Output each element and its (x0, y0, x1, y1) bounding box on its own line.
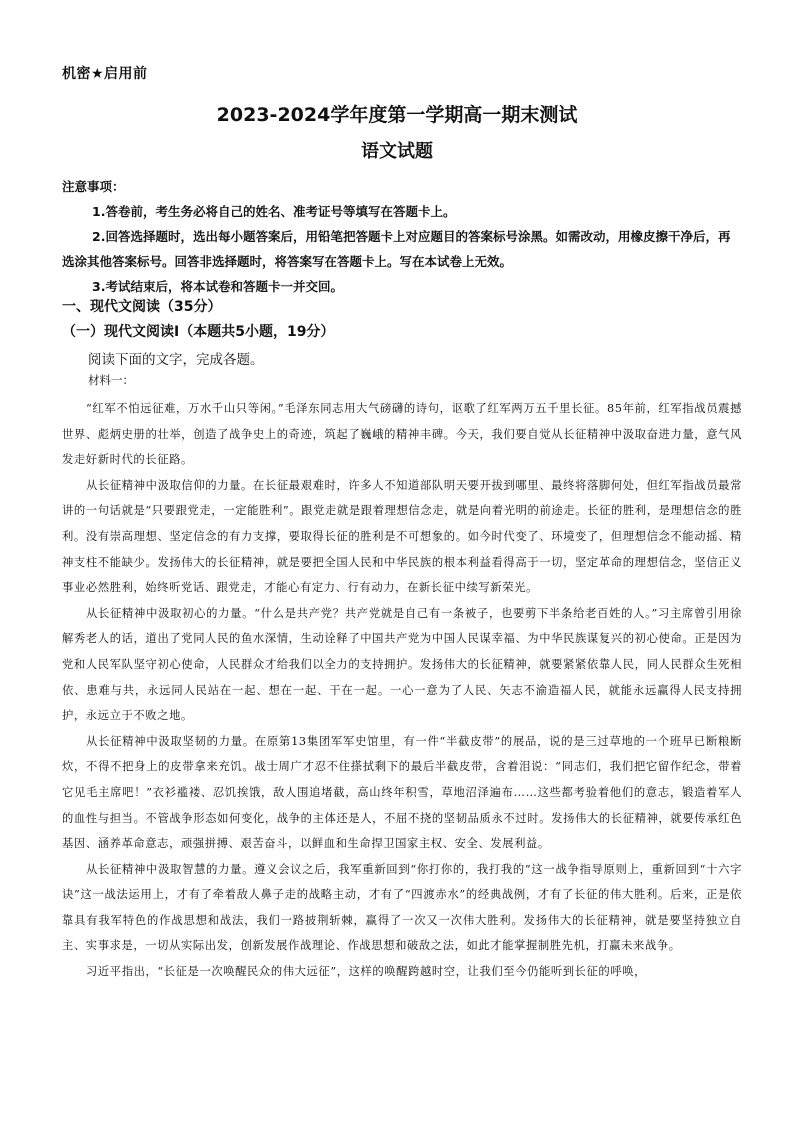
section-heading: 一、现代文阅读（35分） (62, 299, 222, 315)
passage-paragraph: “红军不怕远征难，万水千山只等闲。”毛泽东同志用大气磅礴的诗句，讴歌了红军两万五千里长征。85年前，红军指战员震撼世界、彪炳史册的壮举，创造了战争史上的奇迹，筑起了巍峨的精神丰碑。今天，我们要自觉从长征精神中汲取奋进力量，意气风发走好新时代的长征路。 (62, 402, 742, 467)
passage-paragraph: 习近平指出，“长征是一次唤醒民众的伟大远征”，这样的唤醒跨越时空，让我们至今仍能听到长征的呼唤， (86, 965, 647, 979)
passage-paragraph: 从长征精神中汲取信仰的力量。在长征最艰难时，许多人不知道部队明天要开拔到哪里、最终将落脚何处，但红军指战员最常讲的一句话就是“只要跟党走，一定能胜利”。跟党走就是跟着理想信念走，就是向着光明的前途走。长征的胜利，是理想信念的胜利。没有崇高理想、坚定信念的有力支撑，要取得长征的胜利是不可想象的。如今时代变了、环境变了，但理想信念不能动摇、精神支柱不能缺少。发扬伟大的长征精神，就是要把全国人民和中华民族的根本利益看得高于一切，坚定革命的理想信念，坚信正义事业必然胜利，始终听党话、跟党走，才能心有定力、行有动力，在新长征中续写新荣光。 (62, 478, 742, 595)
subsection-heading: （一）现代文阅读Ⅰ（本题共5小题，19分） (62, 324, 335, 340)
passage-paragraph: 从长征精神中汲取坚韧的力量。在原第13集团军军史馆里，有一件“半截皮带”的展品，说的是三过草地的一个班早已断粮断炊，不得不把身上的皮带拿来充饥。战士周广才忍不住搽拭剩下的最后半截皮带，含着泪说：“同志们，我们把它留作纪念，带着它见毛主席吧！”衣衫褴褛、忍饥挨饿，敌人围追堵截，高山终年积雪，草地沼泽遍布……这些都考验着他们的意志，锻造着军人的血性与担当。不管战争形态如何变化，战争的主体还是人，不屈不挠的坚韧品质永不过时。发扬伟大的长征精神，就要传承红色基因、涵养革命意志，顽强拼搏、艰苦奋斗，以鲜血和生命捍卫国家主权、安全、发展利益。 (62, 734, 742, 851)
passage-paragraph: 从长征精神中汲取智慧的力量。遵义会议之后，我军重新回到“你打你的，我打我的”这一战争指导原则上，重新回到“十六字诀”这一战法运用上，才有了牵着敌人鼻子走的战略主动，才有了“四渡赤水”的经典战例，才有了长征的伟大胜利。后来，正是依靠具有我军特色的作战思想和战法，我们一路披荆斩棘，赢得了一次又一次伟大胜利。发扬伟大的长征精神，就是要坚持独立自主、实事求是，一切从实际出发，创新发展作战理论、作战思想和破敌之法，如此才能掌握制胜先机，打赢未来战争。 (62, 862, 742, 953)
instruction-text: 阅读下面的文字，完成各题。 (88, 352, 264, 368)
passage-paragraph: 从长征精神中汲取初心的力量。“什么是共产党？共产党就是自己有一条被子，也要剪下半条给老百姓的人。”习主席曾引用徐解秀老人的话，道出了党同人民的鱼水深情，生动诠释了中国共产党为中国人民谋幸福、为中华民族谋复兴的初心使命。正是因为党和人民军队坚守初心使命，人民群众才给我们以全力的支持拥护。发扬伟大的长征精神，就要紧紧依靠人民，同人民群众生死相依、患难与共，永远同人民站在一起、想在一起、干在一起。一心一意为了人民、矢志不渝造福人民，就能永远赢得人民支持拥护，永远立于不败之地。 (62, 606, 742, 723)
secret-label: 机密★启用前 (62, 66, 148, 82)
notice-item: 2.回答选择题时，选出每小题答案后，用铅笔把答题卡上对应题目的答案标号涂黑。如需改动，用橡皮擦干净后，再选涂其他答案标号。回答非选择题时，将答案写在答题卡上。写在本试卷上无效。 (62, 229, 731, 269)
notice-item: 3.考试结束后，将本试卷和答题卡一并交回。 (92, 279, 343, 294)
notice-heading: 注意事项： (62, 179, 125, 194)
exam-subtitle: 语文试题 (361, 141, 433, 162)
notice-item: 1.答卷前，考生务必将自己的姓名、准考证号等填写在答题卡上。 (92, 204, 456, 219)
material-label: 材料一： (88, 373, 134, 387)
passage-body (62, 396, 742, 985)
notice-block (62, 177, 742, 299)
exam-title: 2023-2024学年度第一学期高一期末测试 (216, 104, 578, 126)
